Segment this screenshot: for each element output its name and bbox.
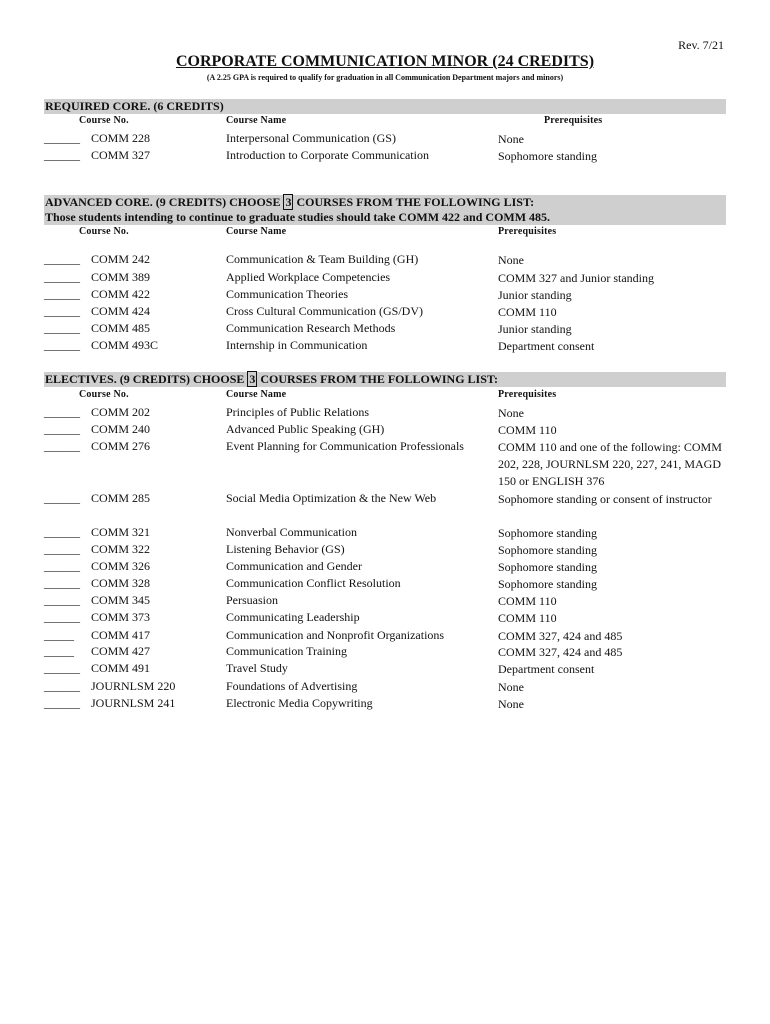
checkoff-blank: ______ — [44, 661, 80, 675]
course-row — [0, 679, 770, 696]
course-number: COMM 389 — [91, 270, 151, 284]
course-name: Event Planning for Communication Professionals — [226, 439, 464, 453]
col-prerequisites: Prerequisites — [498, 389, 557, 400]
choose-count-box: 3 — [249, 372, 256, 386]
course-name: Interpersonal Communication (GS) — [226, 131, 396, 145]
course-number: COMM 422 — [91, 287, 151, 301]
checkoff-blank: ______ — [44, 696, 80, 710]
course-number: COMM 328 — [91, 576, 151, 590]
col-prerequisites: Prerequisites — [498, 226, 557, 237]
course-row — [0, 148, 770, 165]
course-number: COMM 327 — [91, 148, 151, 162]
checkoff-blank: ______ — [44, 338, 80, 352]
course-row — [0, 542, 770, 559]
course-row — [0, 525, 770, 542]
checkoff-blank: ______ — [44, 287, 80, 301]
course-row — [0, 696, 770, 713]
course-prerequisite: Department consent — [498, 339, 595, 353]
course-name: Communication Research Methods — [226, 321, 396, 335]
course-row — [0, 644, 770, 661]
course-prerequisite: COMM 327, 424 and 485 — [498, 645, 623, 659]
course-prerequisite: Sophomore standing — [498, 149, 597, 163]
course-row — [0, 491, 770, 508]
course-name: Communication Conflict Resolution — [226, 576, 401, 590]
course-name: Advanced Public Speaking (GH) — [226, 422, 385, 436]
page-title: CORPORATE COMMUNICATION MINOR (24 CREDITS) — [175, 53, 595, 70]
course-number: COMM 491 — [91, 661, 151, 675]
course-prerequisite: Junior standing — [498, 322, 572, 336]
course-row — [0, 321, 770, 338]
course-name: Communication and Gender — [226, 559, 362, 573]
course-name: Communicating Leadership — [226, 610, 360, 624]
course-prerequisite: None — [498, 253, 524, 267]
course-name: Foundations of Advertising — [226, 679, 358, 693]
course-row — [0, 338, 770, 355]
checkoff-blank: ______ — [44, 593, 80, 607]
course-name: Applied Workplace Competencies — [226, 270, 391, 284]
col-prerequisites: Prerequisites — [544, 115, 603, 126]
col-course-no: Course No. — [79, 226, 129, 237]
col-course-name: Course Name — [226, 226, 287, 237]
course-name: Introduction to Corporate Communication — [226, 148, 429, 162]
course-name: Communication & Team Building (GH) — [226, 252, 419, 266]
checkoff-blank: ______ — [44, 148, 80, 162]
course-prerequisite: COMM 327, 424 and 485 — [498, 629, 623, 643]
course-row — [0, 131, 770, 148]
checkoff-blank: ______ — [44, 321, 80, 335]
checkoff-blank: ______ — [44, 491, 80, 505]
checkoff-blank: ______ — [44, 131, 80, 145]
checkoff-blank: ______ — [44, 679, 80, 693]
col-course-name: Course Name — [226, 115, 287, 126]
course-prerequisite: Department consent — [498, 662, 595, 676]
col-course-name: Course Name — [226, 389, 287, 400]
course-row — [0, 576, 770, 593]
course-prerequisite: None — [498, 406, 524, 420]
course-row — [0, 287, 770, 304]
course-name: Internship in Communication — [226, 338, 368, 352]
checkoff-blank: ______ — [44, 542, 80, 556]
course-prerequisite: Sophomore standing — [498, 577, 597, 591]
checkoff-blank: ______ — [44, 252, 80, 266]
course-prerequisite: COMM 110 — [498, 594, 557, 608]
course-name: Cross Cultural Communication (GS/DV) — [226, 304, 423, 318]
course-number: COMM 228 — [91, 131, 151, 145]
checkoff-blank: ______ — [44, 559, 80, 573]
course-row — [0, 304, 770, 321]
course-number: COMM 285 — [91, 491, 151, 505]
course-row — [0, 610, 770, 627]
checkoff-blank: ______ — [44, 576, 80, 590]
course-name: Persuasion — [226, 593, 278, 607]
course-row — [0, 270, 770, 287]
course-prerequisite: None — [498, 132, 524, 146]
checkoff-blank: ______ — [44, 304, 80, 318]
course-number: COMM 373 — [91, 610, 151, 624]
course-row — [0, 405, 770, 422]
course-number: COMM 321 — [91, 525, 151, 539]
gpa-note: (A 2.25 GPA is required to qualify for graduation in all Communication Department majors and minors) — [206, 73, 564, 82]
course-name: Nonverbal Communication — [226, 525, 357, 539]
course-row — [0, 628, 770, 645]
course-number: COMM 485 — [91, 321, 151, 335]
checkoff-blank: ______ — [44, 405, 80, 419]
checkoff-blank: ______ — [44, 439, 80, 453]
checkoff-blank: ______ — [44, 422, 80, 436]
course-prerequisite: COMM 110 — [498, 423, 557, 437]
course-prerequisite: Sophomore standing — [498, 526, 597, 540]
course-number: COMM 202 — [91, 405, 151, 419]
course-number: COMM 322 — [91, 542, 151, 556]
course-number: COMM 276 — [91, 439, 151, 453]
course-number: JOURNLSM 241 — [91, 696, 176, 710]
checkoff-blank: ______ — [44, 610, 80, 624]
course-name: Listening Behavior (GS) — [226, 542, 345, 556]
course-prerequisite: COMM 110 — [498, 611, 557, 625]
revision-date: Rev. 7/21 — [678, 38, 724, 52]
course-name: Communication and Nonprofit Organizations — [226, 628, 445, 642]
checkoff-blank: ______ — [44, 270, 80, 284]
course-name: Communication Training — [226, 644, 348, 658]
course-name: Travel Study — [226, 661, 288, 675]
course-prerequisite: COMM 110 and one of the following: COMM 202, 228, JOURNLSM 220, 227, 241, MAGD 150 or ENGLISH 376 — [498, 440, 722, 488]
course-name: Communication Theories — [226, 287, 349, 301]
choose-count-box: 3 — [285, 195, 292, 209]
course-row — [0, 593, 770, 610]
checkoff-blank: _____ — [44, 628, 74, 642]
course-number: JOURNLSM 220 — [91, 679, 176, 693]
course-row — [0, 439, 770, 488]
course-number: COMM 417 — [91, 628, 151, 642]
course-row — [0, 559, 770, 576]
course-number: COMM 240 — [91, 422, 151, 436]
course-row — [0, 252, 770, 269]
course-prerequisite: Sophomore standing — [498, 543, 597, 557]
graduate-note: Those students intending to continue to graduate studies should take COMM 422 and COMM 485. — [45, 210, 551, 224]
electives-heading: ELECTIVES. (9 CREDITS) CHOOSE 3 COURSES FROM THE FOLLOWING LIST: — [44, 372, 726, 387]
course-prerequisite: COMM 110 — [498, 305, 557, 319]
course-number: COMM 326 — [91, 559, 151, 573]
course-number: COMM 427 — [91, 644, 151, 658]
col-course-no: Course No. — [79, 115, 129, 126]
course-name: Principles of Public Relations — [226, 405, 369, 419]
course-row — [0, 422, 770, 439]
course-prerequisite: Junior standing — [498, 288, 572, 302]
course-prerequisite: COMM 327 and Junior standing — [498, 271, 654, 285]
course-number: COMM 345 — [91, 593, 151, 607]
checkoff-blank: _____ — [44, 644, 74, 658]
course-number: COMM 242 — [91, 252, 151, 266]
course-number: COMM 493C — [91, 338, 159, 352]
checkoff-blank: ______ — [44, 525, 80, 539]
course-number: COMM 424 — [91, 304, 151, 318]
course-prerequisite: Sophomore standing — [498, 560, 597, 574]
course-prerequisite: None — [498, 680, 524, 694]
required-core-heading: REQUIRED CORE. (6 CREDITS) — [44, 99, 726, 114]
col-course-no: Course No. — [79, 389, 129, 400]
advanced-core-heading: ADVANCED CORE. (9 CREDITS) CHOOSE 3 COURSES FROM THE FOLLOWING LIST: Those students intending to continue to graduate studies should take COMM 422 and COMM 485. — [44, 195, 726, 225]
course-name: Electronic Media Copywriting — [226, 696, 373, 710]
course-row — [0, 661, 770, 678]
course-name: Social Media Optimization & the New Web — [226, 491, 437, 505]
course-prerequisite: None — [498, 697, 524, 711]
course-prerequisite: Sophomore standing or consent of instructor — [498, 492, 712, 506]
